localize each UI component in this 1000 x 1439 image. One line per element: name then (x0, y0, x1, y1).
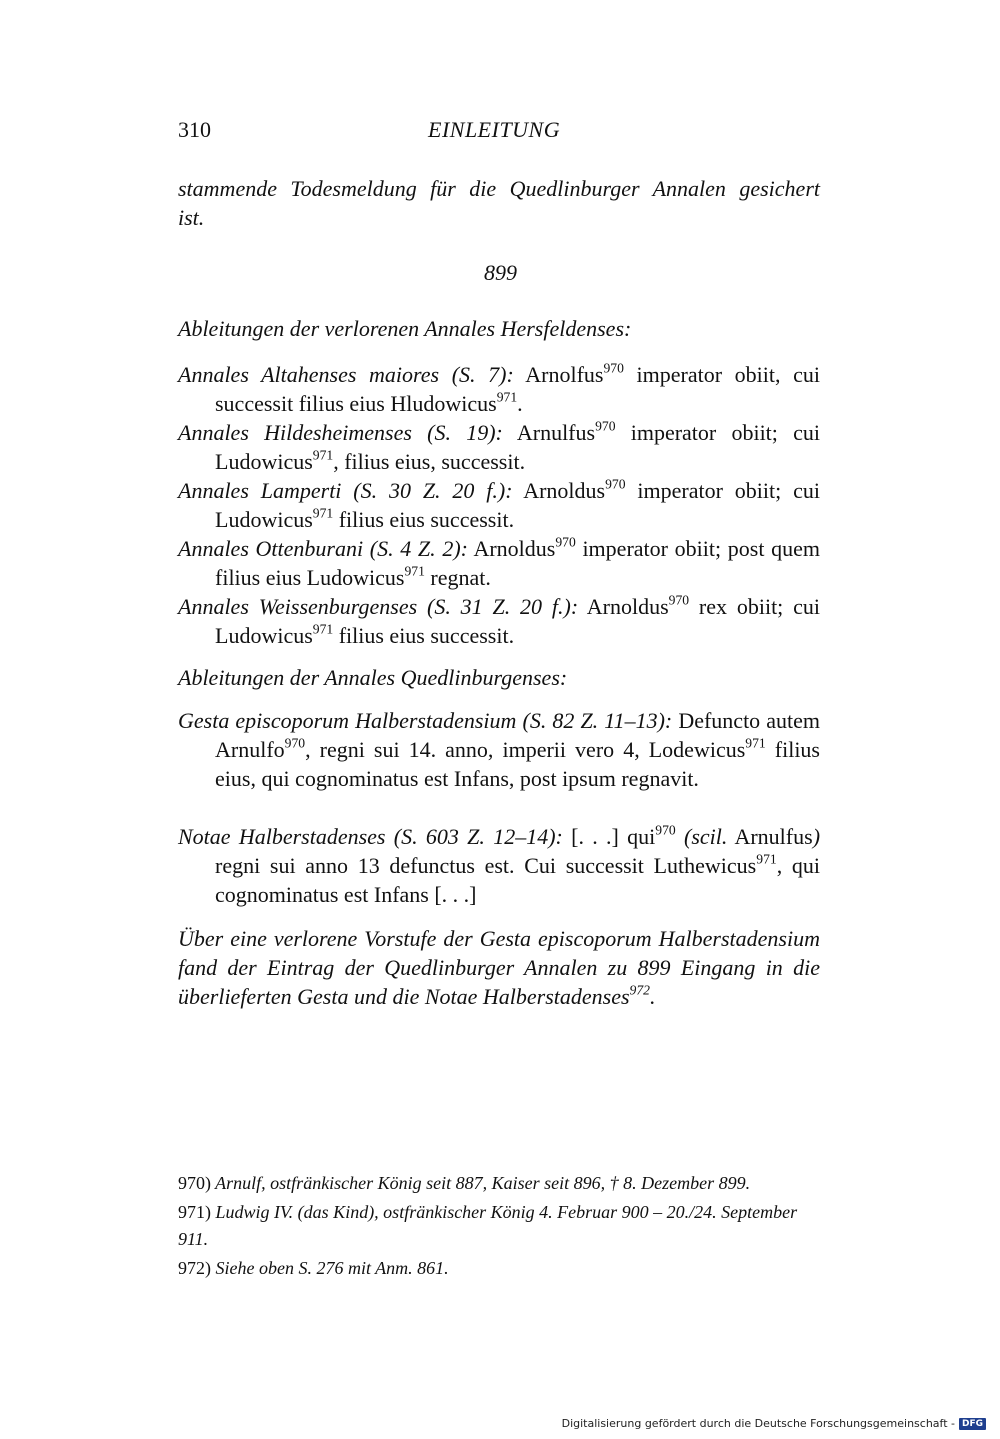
footnote-text: Arnulf, ostfränkischer König seit 887, Kaiser seit 896, † 8. Dezember 899. (211, 1173, 751, 1193)
entry-text: imperator obiit; cui Ludowicus (215, 420, 820, 474)
entry-text: Arnoldus (468, 536, 556, 561)
footnote-ref: 970 (655, 822, 676, 838)
entry-text: Arnulfus (727, 824, 813, 849)
section-heading-quedlinburgenses: Ableitungen der Annales Quedlinburgenses: (178, 665, 568, 690)
annal-entry (178, 592, 820, 650)
footnote (178, 1255, 820, 1282)
entry-text: Arnoldus (578, 594, 669, 619)
annal-entry (178, 706, 820, 793)
entry-text: regni sui anno 13 defunctus est. Cui successit Luthewicus (215, 853, 757, 878)
annal-entry (178, 822, 820, 909)
entry-text: imperator obiit; post quem filius eius Ludowicus (215, 536, 820, 590)
entry-source: Gesta episcoporum Halberstadensium (S. 82 Z. 11–13): (178, 708, 673, 733)
credit-text: Digitalisierung gefördert durch die Deutsche Forschungsgemeinschaft - (561, 1417, 955, 1430)
entry-text: [. . .] qui (562, 824, 656, 849)
entry-text: Arnolfus (513, 362, 604, 387)
entry-text: (scil. (675, 824, 728, 849)
footnote-ref: 971 (745, 735, 766, 751)
page-number: 310 (178, 117, 211, 142)
intro-line-1: stammende Todesmeldung für die Quedlinburger Annalen gesichert (178, 176, 820, 201)
footnote-ref: 971 (312, 447, 334, 463)
intro-line-2: ist. (178, 205, 205, 230)
entry-text: , qui cognominatus est Infans [. . .] (215, 853, 820, 907)
dfg-logo: DFG (959, 1418, 986, 1430)
footnote-ref: 970 (595, 418, 616, 434)
annal-entry (178, 534, 820, 592)
closing-text: Über eine verlorene Vorstufe der Gesta episcoporum Halberstadensium fand der Eintrag der Quedlinburger Annalen zu 899 Eingang in die überlieferten Gesta und die Notae Halberstadenses (178, 926, 820, 1009)
footnote-ref: 971 (496, 389, 518, 405)
footnote-text: Ludwig IV. (das Kind), ostfränkischer König 4. Februar 900 – 20./24. September 911. (178, 1202, 798, 1249)
footnote-ref: 971 (404, 563, 425, 579)
footnote-ref: 970 (605, 476, 626, 492)
entry-source: Annales Ottenburani (S. 4 Z. 2): (178, 536, 468, 561)
entry-text: filius eius successit. (333, 507, 515, 532)
entry-source: Annales Lamperti (S. 30 Z. 20 f.): (178, 478, 513, 503)
running-head: EINLEITUNG (428, 117, 561, 142)
footnote-ref: 971 (312, 505, 334, 521)
entry-source: Annales Weissenburgenses (S. 31 Z. 20 f.): (178, 594, 579, 619)
entry-source: Annales Altahenses maiores (S. 7): (178, 362, 514, 387)
entry-text: , filius eius, successit. (333, 449, 526, 474)
footnote-ref: 971 (312, 621, 334, 637)
closing-paragraph (178, 924, 820, 1011)
entry-text: ) (812, 824, 821, 849)
entry-text: Arnulfus (502, 420, 596, 445)
entry-text: Defuncto autem Arnulfo (215, 708, 820, 762)
entry-source: Annales Hildesheimenses (S. 19): (178, 420, 503, 445)
annal-entry (178, 476, 820, 534)
footnote-ref: 970 (555, 534, 576, 550)
closing-text: . (649, 984, 656, 1009)
section-heading-hersfeldenses: Ableitungen der verlorenen Annales Hersfeldenses: (178, 316, 632, 341)
footnotes (178, 1170, 820, 1282)
footnote-number: 970) (178, 1173, 211, 1193)
intro-paragraph (178, 174, 820, 232)
entry-text: rex obiit; cui Ludowicus (215, 594, 820, 648)
entry-text: . (517, 391, 523, 416)
annal-entry (178, 418, 820, 476)
entry-text: filius eius, qui cognominatus est Infans, post ipsum regnavit. (215, 737, 820, 791)
entry-text: , regni sui 14. anno, imperii vero 4, Lodewicus (305, 737, 746, 762)
entry-text: imperator obiit; cui Ludowicus (215, 478, 820, 532)
year-heading: 899 (484, 260, 517, 285)
entry-source: Notae Halberstadenses (S. 603 Z. 12–14): (178, 824, 563, 849)
entry-text: Arnoldus (512, 478, 606, 503)
footnote-number: 972) (178, 1258, 211, 1278)
footnote-ref: 972 (629, 982, 650, 998)
annal-entry (178, 360, 820, 418)
footnote (178, 1170, 820, 1197)
footnote-ref: 970 (603, 360, 624, 376)
footnote-text: Siehe oben S. 276 mit Anm. 861. (211, 1258, 449, 1278)
entry-text: filius eius successit. (333, 623, 515, 648)
digitization-credit (562, 1417, 986, 1430)
footnote-ref: 970 (668, 592, 690, 608)
footnote-ref: 970 (284, 735, 306, 751)
entry-text: regnat. (424, 565, 491, 590)
footnote-ref: 971 (756, 851, 777, 867)
footnote (178, 1199, 820, 1253)
entry-text: imperator obiit, cui successit filius eius Hludowicus (215, 362, 821, 416)
footnote-number: 971) (178, 1202, 211, 1222)
